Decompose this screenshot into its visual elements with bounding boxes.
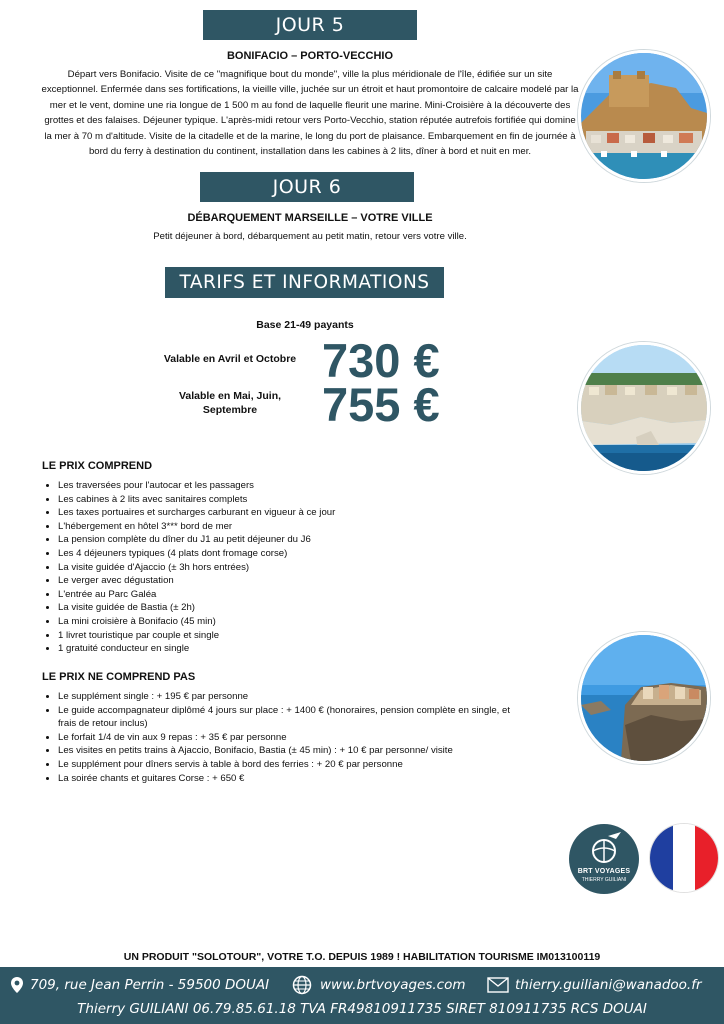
world-plane-icon	[569, 824, 639, 894]
day5-title: BONIFACIO – PORTO-VECCHIO	[226, 50, 394, 62]
list-item: • Les cabines à 2 lits avec sanitaires complets	[58, 493, 578, 507]
footer-website[interactable]: www.brtvoyages.com	[320, 977, 466, 993]
footer-address: 709, rue Jean Perrin - 59500 DOUAI	[30, 977, 270, 993]
list-item: • L'hébergement en hôtel 3*** bord de mer	[58, 520, 578, 534]
cliffs-image	[581, 345, 707, 471]
logo-name: BRT VOYAGES	[577, 868, 631, 875]
included-heading: LE PRIX COMPREND	[42, 460, 153, 472]
included-list	[42, 479, 578, 656]
list-item: • Les 4 déjeuners typiques (4 plats dont fromage corse)	[58, 547, 578, 561]
tarifs-banner-text: TARIFS ET INFORMATIONS	[179, 272, 430, 293]
cliff-houses-photo	[578, 632, 710, 764]
globe-icon	[292, 975, 312, 995]
price1-value: 730 €	[322, 334, 440, 387]
price2-label: Valable en Mai, Juin, Septembre	[178, 390, 282, 416]
price2-value: 755 €	[322, 378, 440, 431]
bonifacio-cliffs-photo	[578, 342, 710, 474]
list-item: • Le verger avec dégustation	[58, 574, 578, 588]
list-item: • 1 livret touristique par couple et single	[58, 629, 578, 643]
list-item: • Le guide accompagnateur diplômé 4 jours sur place : + 1400 € (honoraires, pension complète en single, et frais de retour inclus)	[58, 704, 528, 731]
day5-banner-text: JOUR 5	[275, 14, 345, 36]
day6-text: Petit déjeuner à bord, débarquement au petit matin, retour vers votre ville.	[153, 231, 467, 242]
list-item: • La visite guidée de Bastia (± 2h)	[58, 601, 578, 615]
excluded-heading: LE PRIX NE COMPREND PAS	[42, 671, 196, 683]
day5-banner	[203, 10, 417, 40]
day5-text: Départ vers Bonifacio. Visite de ce "magnifique bout du monde", ville la plus méridionale de l'île, édifiée sur un site exceptionnel. Enfermée dans ses fortifications, la vieille ville, juchée sur un étroit et haut promontoire de calcaire modelé par la mer et le vent, domine une ria longue de 1 500 m au fond de laquelle fleurit une marine. Mini-Croisière à la découverte des grottes et des falaises. Déjeuner typique. L'après-midi retour vers Porto-Vecchio, station réputée autrefois fortifiée qui domine la mer à 70 m d'altitude. Visite de la citadelle et de la marine, le long du port de plaisance. Embarquement en fin de journée à bord du ferry à destination du continent, installation dans les cabines à 2 lits, dîner à bord et nuit en mer.	[41, 69, 579, 158]
list-item: • Le supplément single : + 195 € par personne	[58, 690, 528, 704]
citadel-image	[581, 53, 707, 179]
tagline: UN PRODUIT "SOLOTOUR", VOTRE T.O. DEPUIS 1989 ! HABILITATION TOURISME IM013100119	[123, 951, 601, 963]
day6-banner-text: JOUR 6	[272, 176, 342, 198]
french-flag-icon	[650, 824, 718, 892]
list-item: • La mini croisière à Bonifacio (45 min)	[58, 615, 578, 629]
list-item: • La soirée chants et guitares Corse : + 650 €	[58, 772, 528, 786]
list-item: • Les visites en petits trains à Ajaccio, Bonifacio, Bastia (± 45 min) : + 10 € par personne/ visite	[58, 744, 528, 758]
mail-icon	[487, 977, 509, 993]
cliff-houses-image	[581, 635, 707, 761]
logo-subname: THIERRY GUILIANI	[581, 877, 627, 883]
list-item: • La pension complète du dîner du J1 au petit déjeuner du J6	[58, 533, 578, 547]
list-item: • 1 gratuité conducteur en single	[58, 642, 578, 656]
footer-legal: Thierry GUILIANI 06.79.85.61.18 TVA FR49810911735 SIRET 810911735 RCS DOUAI	[77, 1001, 647, 1017]
footer	[0, 967, 724, 1024]
tarifs-banner	[165, 267, 444, 298]
excluded-list	[42, 690, 528, 785]
tarif-base: Base 21-49 payants	[256, 319, 354, 331]
list-item: • L'entrée au Parc Galéa	[58, 588, 578, 602]
price1-label: Valable en Avril et Octobre	[163, 353, 297, 365]
brt-voyages-logo	[569, 824, 639, 894]
footer-email[interactable]: thierry.guiliani@wanadoo.fr	[515, 977, 702, 993]
list-item: • Le supplément pour dîners servis à table à bord des ferries : + 20 € par personne	[58, 758, 528, 772]
list-item: • La visite guidée d'Ajaccio (± 3h hors entrées)	[58, 561, 578, 575]
day6-banner	[200, 172, 414, 202]
list-item: • Les taxes portuaires et surcharges carburant en vigueur à ce jour	[58, 506, 578, 520]
location-pin-icon	[10, 976, 24, 994]
list-item: • Les traversées pour l'autocar et les passagers	[58, 479, 578, 493]
day6-title: DÉBARQUEMENT MARSEILLE – VOTRE VILLE	[187, 212, 433, 224]
list-item: • Le forfait 1/4 de vin aux 9 repas : + 35 € par personne	[58, 731, 528, 745]
bonifacio-citadel-photo	[578, 50, 710, 182]
